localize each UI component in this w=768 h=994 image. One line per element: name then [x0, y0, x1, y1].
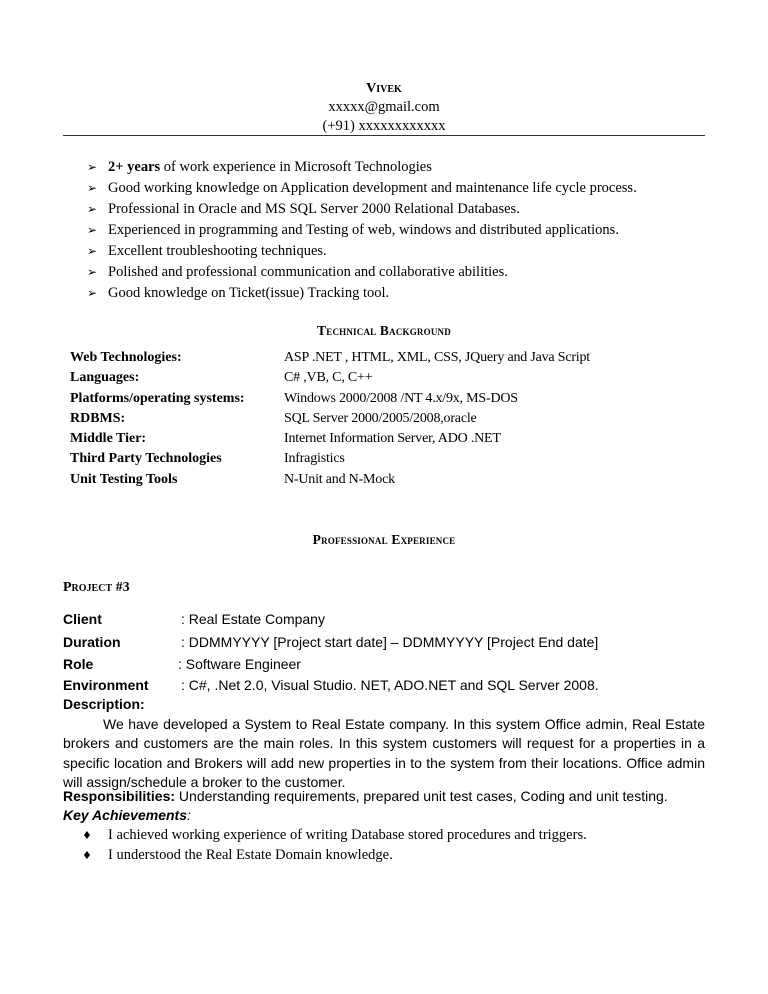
- technical-background-heading: Technical Background: [317, 323, 451, 338]
- candidate-email: xxxxx@gmail.com: [328, 99, 440, 115]
- summary-list: [87, 157, 637, 304]
- arrowhead-bullet-icon: ➢: [87, 202, 98, 216]
- client-row: Client : Real Estate Company: [63, 611, 325, 627]
- role-row: Role : Software Engineer: [63, 656, 301, 672]
- arrowhead-bullet-icon: ➢: [87, 223, 98, 237]
- achievement-item: ♦ I understood the Real Estate Domain knowledge.: [82, 845, 587, 865]
- summary-item: ➢ Polished and professional communication and collaborative abilities.: [87, 262, 637, 283]
- achievement-item: ♦ I achieved working experience of writing Database stored procedures and triggers.: [82, 825, 587, 845]
- tech-row: Web Technologies: ASP .NET , HTML, XML, CSS, JQuery and Java Script: [70, 350, 590, 365]
- diamond-bullet-icon: ♦: [82, 829, 92, 842]
- description-label: Description:: [63, 696, 145, 712]
- key-achievements-label: Key Achievements:: [63, 807, 191, 823]
- tech-row: Third Party Technologies Infragistics: [70, 451, 345, 467]
- technical-table: [70, 348, 590, 490]
- arrowhead-bullet-icon: ➢: [87, 244, 98, 258]
- duration-row: Duration : DDMMYYYY [Project start date] – DDMMYYYY [Project End date]: [63, 634, 599, 650]
- tech-row: Languages: C# ,VB, C, C++: [70, 370, 373, 386]
- environment-row: Environment : C#, .Net 2.0, Visual Studio. NET, ADO.NET and SQL Server 2008.: [63, 677, 599, 693]
- summary-item: ➢ Good working knowledge on Application development and maintenance life cycle process.: [87, 178, 637, 199]
- description-text: We have developed a System to Real Estate company. In this system Office admin, Real Estate brokers and customers are the main roles. In this system customers will request for a properties in a specific location and Brokers will add new properties in to the system from their locations. Office admin will assign/schedule a broker to the customer.: [63, 716, 705, 790]
- candidate-name: Vivek: [366, 81, 402, 96]
- tech-row: Middle Tier: Internet Information Server, ADO .NET: [70, 431, 501, 447]
- summary-item: ➢ 2+ years of work experience in Microsoft Technologies: [87, 157, 637, 178]
- project-title: Project #3: [63, 580, 130, 595]
- candidate-phone: (+91) xxxxxxxxxxxx: [322, 118, 446, 134]
- tech-row: Unit Testing Tools N-Unit and N-Mock: [70, 471, 395, 487]
- diamond-bullet-icon: ♦: [82, 849, 92, 862]
- tech-row: Platforms/operating systems: Windows 2000/2008 /NT 4.x/9x, MS-DOS: [70, 390, 518, 406]
- arrowhead-bullet-icon: ➢: [87, 160, 98, 174]
- tech-row: RDBMS: SQL Server 2000/2005/2008,oracle: [70, 410, 477, 426]
- summary-item: ➢ Excellent troubleshooting techniques.: [87, 241, 637, 262]
- header-divider: [63, 135, 705, 136]
- achievements-list: [82, 825, 587, 865]
- summary-item: ➢ Experienced in programming and Testing of web, windows and distributed applications.: [87, 220, 637, 241]
- responsibilities-row: Responsibilities: Understanding requirements, prepared unit test cases, Coding and unit testing.: [63, 788, 668, 804]
- arrowhead-bullet-icon: ➢: [87, 181, 98, 195]
- professional-experience-heading: Professional Experience: [312, 532, 456, 547]
- arrowhead-bullet-icon: ➢: [87, 286, 98, 300]
- arrowhead-bullet-icon: ➢: [87, 265, 98, 279]
- summary-item: ➢ Good knowledge on Ticket(issue) Tracking tool.: [87, 283, 637, 304]
- resume-header: [0, 80, 768, 136]
- summary-item: ➢ Professional in Oracle and MS SQL Server 2000 Relational Databases.: [87, 199, 637, 220]
